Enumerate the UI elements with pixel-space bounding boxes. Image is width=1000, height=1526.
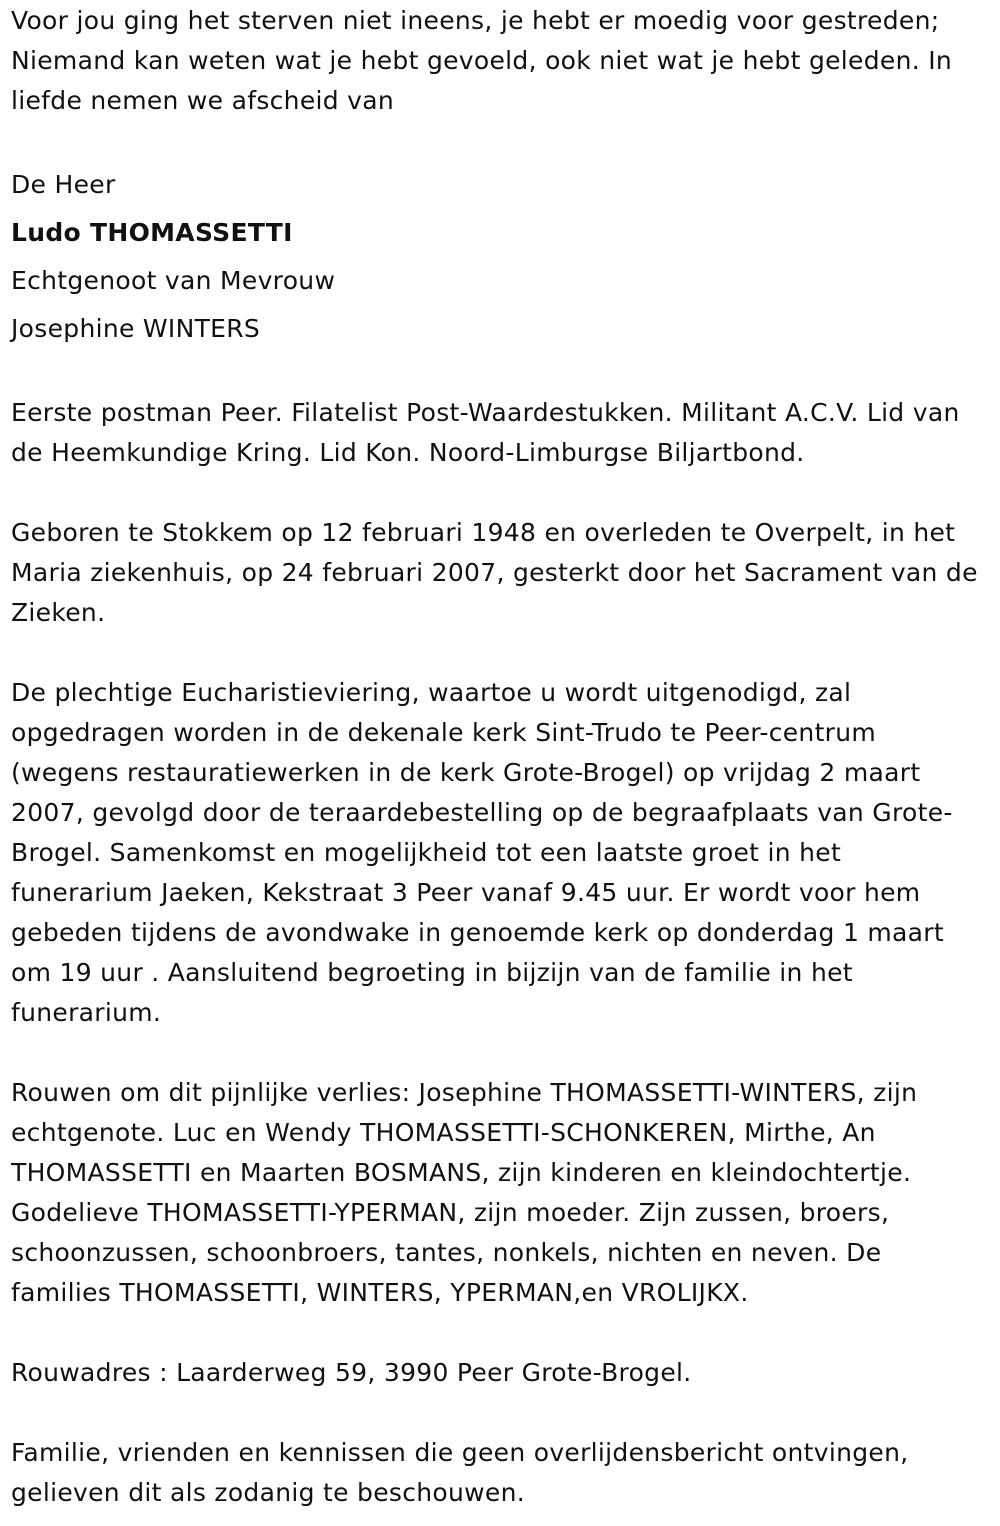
deceased-name: Ludo THOMASSETTI [11,218,293,247]
spacer [11,1033,988,1073]
spacer [11,121,988,161]
occupation-paragraph: Eerste postman Peer. Filatelist Post-Waardestukken. Militant A.C.V. Lid van de Heemkundige Kring. Lid Kon. Noord-Limburgse Biljartbond. [11,398,960,467]
honorific: De Heer [11,170,116,199]
spouse-name: Josephine WINTERS [11,314,261,343]
spouse-label: Echtgenoot van Mevrouw [11,266,336,295]
intro-verse: Voor jou ging het sterven niet ineens, je hebt er moedig voor gestreden; Niemand kan weten wat je hebt gevoeld, ook niet wat je hebt geleden. In liefde nemen we afscheid van [11,6,953,115]
closing-paragraph: Familie, vrienden en kennissen die geen overlijdensbericht ontvingen, gelieven dit als zodanig te beschouwen. [11,1438,909,1507]
spacer [11,633,988,673]
ceremony-paragraph: De plechtige Eucharistieviering, waartoe u wordt uitgenodigd, zal opgedragen worden in de dekenale kerk Sint-Trudo te Peer-centrum (wegens restauratiewerken in de kerk Grote-Brogel) op vrijdag 2 maart 2007, gevolgd door de teraardebestelling op de begraafplaats van Grote-Brogel. Samenkomst en mogelijkheid tot een laatste groet in het funerarium Jaeken, Kekstraat 3 Peer vanaf 9.45 uur. Er wordt voor hem gebeden tijdens de avondwake in genoemde kerk op donderdag 1 maart om 19 uur . Aansluitend begroeting in bijzijn van de familie in het funerarium. [11,678,953,1027]
spacer [11,1393,988,1433]
spacer [11,1313,988,1353]
deceased-block [11,161,988,353]
address-paragraph: Rouwadres : Laarderweg 59, 3990 Peer Grote-Brogel. [11,1358,692,1387]
spacer [11,353,988,393]
mourners-paragraph: Rouwen om dit pijnlijke verlies: Josephine THOMASSETTI-WINTERS, zijn echtgenote. Luc en Wendy THOMASSETTI-SCHONKEREN, Mirthe, An THOMASSETTI en Maarten BOSMANS, zijn kinderen en kleindochtertje. Godelieve THOMASSETTI-YPERMAN, zijn moeder. Zijn zussen, broers, schoonzussen, schoonbroers, tantes, nonkels, nichten en neven. De families THOMASSETTI, WINTERS, YPERMAN,en VROLIJKX. [11,1078,918,1307]
birth-death-paragraph: Geboren te Stokkem op 12 februari 1948 en overleden te Overpelt, in het Maria ziekenhuis, op 24 februari 2007, gesterkt door het Sacrament van de Zieken. [11,518,978,627]
spacer [11,473,988,513]
